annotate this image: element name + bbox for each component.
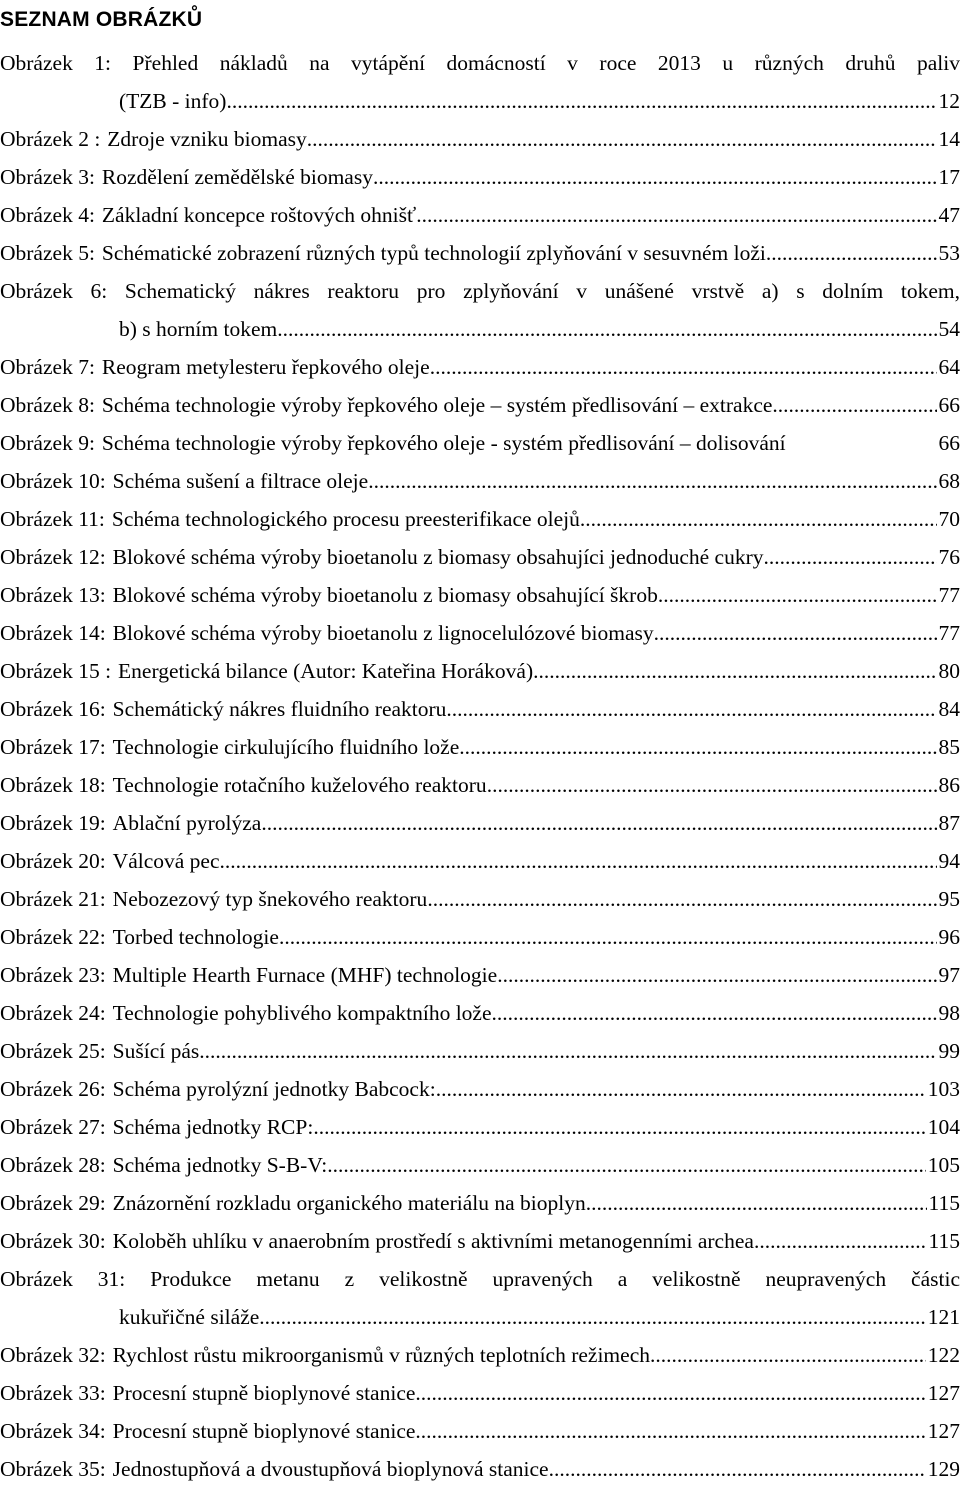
dot-leader: [277, 310, 936, 348]
figure-title: Schematický nákres reaktoru pro zplyňování v unášené vrstvě a) s dolním tokem,: [125, 279, 960, 303]
toc-entry[interactable]: [0, 652, 960, 690]
figure-label: Obrázek 33:: [0, 1374, 113, 1412]
toc-entry[interactable]: [0, 386, 960, 424]
page-number: 85: [937, 728, 960, 766]
toc-entry[interactable]: [0, 1108, 960, 1146]
dot-leader: [772, 386, 936, 424]
dot-leader: [497, 956, 936, 994]
figure-label: Obrázek 15 :: [0, 652, 118, 690]
dot-leader: [436, 1070, 926, 1108]
figure-title: Přehled nákladů na vytápění domácností v roce 2013 u různých druhů paliv: [133, 51, 960, 75]
figure-title: Schéma jednotky RCP:: [113, 1108, 314, 1146]
toc-entry-continuation: [0, 82, 960, 120]
figure-title: Schéma sušení a filtrace oleje: [113, 462, 369, 500]
figures-list: [0, 44, 960, 1488]
dot-leader: [492, 994, 937, 1032]
figure-label: Obrázek 35:: [0, 1450, 113, 1488]
page-number: 115: [927, 1184, 960, 1222]
dot-leader: [586, 1184, 927, 1222]
page-number: 98: [937, 994, 960, 1032]
dot-leader: [764, 538, 937, 576]
page-number: 86: [937, 766, 960, 804]
toc-entry[interactable]: [0, 576, 960, 614]
figure-label: Obrázek 31:: [0, 1267, 125, 1291]
figure-label: Obrázek 30:: [0, 1222, 113, 1260]
figure-title: Zdroje vzniku biomasy: [107, 120, 306, 158]
toc-entry[interactable]: [0, 500, 960, 538]
figure-title: Multiple Hearth Furnace (MHF) technologie: [113, 956, 498, 994]
page-number: 70: [937, 500, 960, 538]
dot-leader: [415, 1374, 925, 1412]
figure-label: Obrázek 26:: [0, 1070, 113, 1108]
page-number: 95: [937, 880, 960, 918]
figure-label: Obrázek 5:: [0, 234, 102, 272]
figure-label: Obrázek 17:: [0, 728, 113, 766]
figure-title: Schéma pyrolýzní jednotky Babcock:: [113, 1070, 436, 1108]
page-number: 54: [937, 310, 960, 348]
page-number: 68: [937, 462, 960, 500]
figure-title-continuation: (TZB - info): [119, 82, 226, 120]
page-number: 17: [937, 158, 960, 196]
toc-entry[interactable]: [0, 918, 960, 956]
page-number: 84: [937, 690, 960, 728]
page-number: 97: [937, 956, 960, 994]
figure-label: Obrázek 10:: [0, 462, 113, 500]
dot-leader: [459, 728, 936, 766]
figure-title: Technologie pohyblivého kompaktního lože: [113, 994, 492, 1032]
figure-title: Rychlost růstu mikroorganismů v různých teplotních režimech: [113, 1336, 650, 1374]
figure-title: Schéma technologického procesu preesterifikace olejů: [112, 500, 580, 538]
figure-title: Válcová pec: [113, 842, 220, 880]
figure-title: Blokové schéma výroby bioetanolu z lignocelulózové biomasy: [113, 614, 654, 652]
figure-title: Sušící pás: [113, 1032, 200, 1070]
page-number: 87: [937, 804, 960, 842]
toc-entry[interactable]: [0, 158, 960, 196]
figure-label: Obrázek 6:: [0, 279, 107, 303]
page-number: 12: [937, 82, 960, 120]
dot-leader: [580, 500, 937, 538]
figure-title-continuation: kukuřičné siláže: [119, 1298, 259, 1336]
figure-title: Technologie cirkulujícího fluidního lože: [113, 728, 460, 766]
dot-leader: [654, 614, 937, 652]
figure-label: Obrázek 32:: [0, 1336, 113, 1374]
dot-leader: [220, 842, 937, 880]
page-number: 104: [926, 1108, 960, 1146]
toc-entry[interactable]: [0, 1184, 960, 1222]
toc-entry[interactable]: [0, 690, 960, 728]
page-number: 115: [927, 1222, 960, 1260]
figure-label: Obrázek 20:: [0, 842, 113, 880]
figure-title-continuation: b) s horním tokem: [119, 310, 277, 348]
figure-title: Nebozezový typ šnekového reaktoru: [113, 880, 428, 918]
figure-label: Obrázek 19:: [0, 804, 113, 842]
dot-leader: [533, 652, 936, 690]
figure-label: Obrázek 16:: [0, 690, 113, 728]
page-number: 47: [937, 196, 960, 234]
figure-title: Jednostupňová a dvoustupňová bioplynová stanice: [113, 1450, 549, 1488]
dot-leader: [650, 1336, 926, 1374]
figure-label: Obrázek 14:: [0, 614, 113, 652]
figure-label: Obrázek 23:: [0, 956, 113, 994]
figure-label: Obrázek 4:: [0, 196, 102, 234]
figure-title: Schemátický nákres fluidního reaktoru: [113, 690, 447, 728]
toc-entry[interactable]: [0, 1374, 960, 1412]
figure-label: Obrázek 9:: [0, 424, 102, 462]
dot-leader: [427, 880, 936, 918]
page-number: 76: [937, 538, 960, 576]
figure-title: Ablační pyrolýza: [113, 804, 262, 842]
toc-entry[interactable]: [0, 614, 960, 652]
dot-leader: [754, 1222, 927, 1260]
page-number: 53: [937, 234, 960, 272]
figure-title: Energetická bilance (Autor: Kateřina Horáková): [118, 652, 533, 690]
page-number: 105: [926, 1146, 960, 1184]
toc-entry[interactable]: [0, 234, 960, 272]
figure-title: Blokové schéma výroby bioetanolu z biomasy obsahující škrob: [113, 576, 658, 614]
page-number: 77: [937, 576, 960, 614]
figure-title: Schéma technologie výroby řepkového oleje - systém předlisování – dolisování: [102, 424, 931, 462]
figure-title: Koloběh uhlíku v anaerobním prostředí s aktivními metanogenními archea: [113, 1222, 754, 1260]
dot-leader: [487, 766, 937, 804]
toc-entry[interactable]: [0, 1412, 960, 1450]
page-number: 66: [931, 424, 960, 462]
figure-title: Schéma technologie výroby řepkového oleje – systém předlisování – extrakce: [102, 386, 772, 424]
dot-leader: [658, 576, 937, 614]
page-number: 96: [937, 918, 960, 956]
dot-leader: [261, 804, 936, 842]
page-number: 94: [937, 842, 960, 880]
figure-label: Obrázek 11:: [0, 500, 112, 538]
figure-label: Obrázek 12:: [0, 538, 113, 576]
dot-leader: [766, 234, 937, 272]
toc-entry[interactable]: [0, 44, 960, 120]
toc-entry[interactable]: [0, 1146, 960, 1184]
figure-label: Obrázek 29:: [0, 1184, 113, 1222]
page-number: 103: [926, 1070, 960, 1108]
dot-leader: [416, 196, 936, 234]
toc-entry[interactable]: [0, 1336, 960, 1374]
dot-leader: [226, 82, 936, 120]
figure-title: Blokové schéma výroby bioetanolu z biomasy obsahujíci jednoduché cukry: [113, 538, 764, 576]
dot-leader: [327, 1146, 926, 1184]
dot-leader: [259, 1298, 925, 1336]
page-number: 127: [926, 1374, 960, 1412]
toc-entry[interactable]: [0, 842, 960, 880]
dot-leader: [368, 462, 936, 500]
toc-entry[interactable]: [0, 120, 960, 158]
dot-leader: [313, 1108, 925, 1146]
toc-entry[interactable]: [0, 1450, 960, 1488]
page-number: 64: [937, 348, 960, 386]
figure-title: Schéma jednotky S-B-V:: [113, 1146, 328, 1184]
page-number: 66: [937, 386, 960, 424]
figure-label: Obrázek 3:: [0, 158, 102, 196]
dot-leader: [199, 1032, 936, 1070]
figure-label: Obrázek 28:: [0, 1146, 113, 1184]
page-number: 121: [926, 1298, 960, 1336]
toc-entry[interactable]: [0, 804, 960, 842]
figure-title: Základní koncepce roštových ohnišť: [102, 196, 416, 234]
toc-entry[interactable]: [0, 272, 960, 348]
figure-label: Obrázek 21:: [0, 880, 113, 918]
toc-entry[interactable]: [0, 1032, 960, 1070]
toc-entry[interactable]: [0, 538, 960, 576]
figure-label: Obrázek 22:: [0, 918, 113, 956]
figure-label: Obrázek 7:: [0, 348, 102, 386]
figure-label: Obrázek 18:: [0, 766, 113, 804]
figure-label: Obrázek 1:: [0, 51, 111, 75]
toc-entry[interactable]: [0, 728, 960, 766]
figure-label: Obrázek 8:: [0, 386, 102, 424]
toc-entry-first-line: [0, 44, 960, 82]
dot-leader: [430, 348, 937, 386]
dot-leader: [373, 158, 937, 196]
figure-title: Rozdělení zemědělské biomasy: [102, 158, 373, 196]
figure-title: Procesní stupně bioplynové stanice: [113, 1412, 416, 1450]
page-number: 99: [937, 1032, 960, 1070]
toc-entry[interactable]: [0, 424, 960, 462]
figure-label: Obrázek 34:: [0, 1412, 113, 1450]
page-number: 122: [926, 1336, 960, 1374]
figure-label: Obrázek 25:: [0, 1032, 113, 1070]
dot-leader: [549, 1450, 926, 1488]
dot-leader: [415, 1412, 925, 1450]
toc-entry[interactable]: [0, 196, 960, 234]
figure-label: Obrázek 24:: [0, 994, 113, 1032]
toc-entry[interactable]: [0, 348, 960, 386]
figure-label: Obrázek 13:: [0, 576, 113, 614]
page-number: 14: [937, 120, 960, 158]
figure-title: Produkce metanu z velikostně upravených a velikostně neupravených částic: [150, 1267, 960, 1291]
dot-leader: [279, 918, 937, 956]
toc-entry[interactable]: [0, 994, 960, 1032]
list-of-figures-heading: SEZNAM OBRÁZKŮ: [0, 2, 202, 38]
toc-entry[interactable]: [0, 956, 960, 994]
page-number: 80: [937, 652, 960, 690]
page-number: 77: [937, 614, 960, 652]
toc-entry[interactable]: [0, 1260, 960, 1336]
toc-entry[interactable]: [0, 462, 960, 500]
figure-title: Reogram metylesteru řepkového oleje: [102, 348, 430, 386]
toc-entry[interactable]: [0, 880, 960, 918]
toc-entry[interactable]: [0, 1070, 960, 1108]
figure-title: Torbed technologie: [113, 918, 279, 956]
figure-label: Obrázek 27:: [0, 1108, 113, 1146]
dot-leader: [446, 690, 936, 728]
toc-entry[interactable]: [0, 1222, 960, 1260]
page-number: 129: [926, 1450, 960, 1488]
figure-label: Obrázek 2 :: [0, 120, 107, 158]
figure-title: Znázornění rozkladu organického materiálu na bioplyn: [113, 1184, 586, 1222]
page-number: 127: [926, 1412, 960, 1450]
dot-leader: [307, 120, 937, 158]
figure-title: Procesní stupně bioplynové stanice: [113, 1374, 416, 1412]
figure-title: Schématické zobrazení různých typů technologií zplyňování v sesuvném loži: [102, 234, 766, 272]
toc-entry[interactable]: [0, 766, 960, 804]
figure-title: Technologie rotačního kuželového reaktoru: [113, 766, 487, 804]
